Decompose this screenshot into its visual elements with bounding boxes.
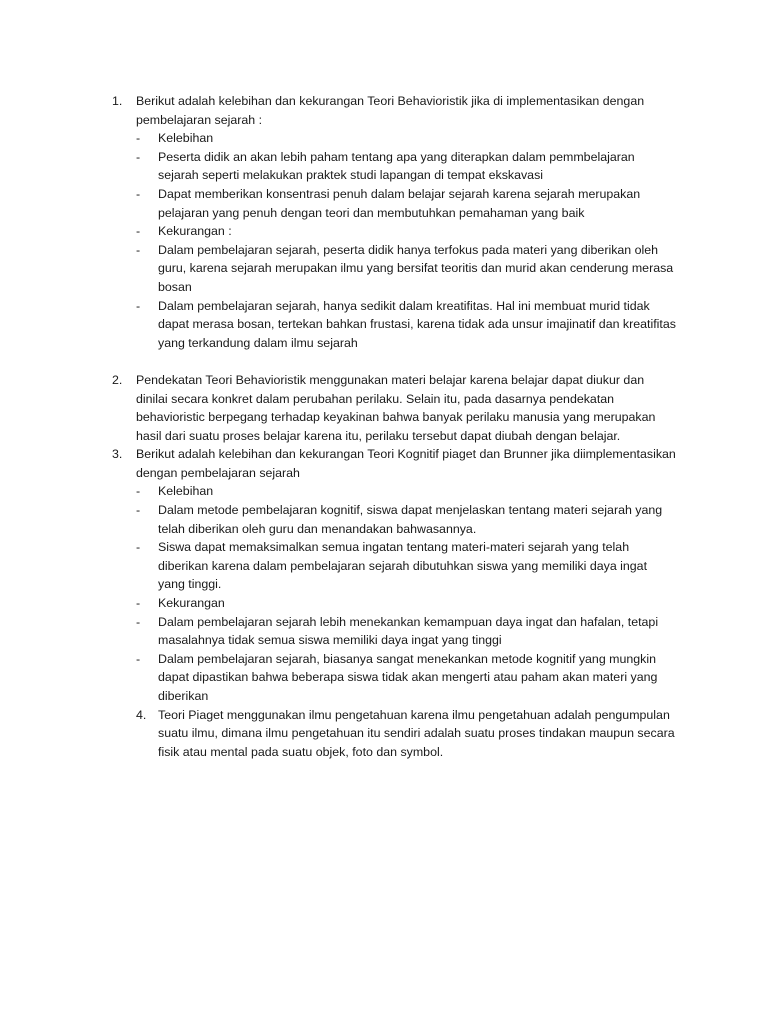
list-number: 4.	[136, 707, 147, 722]
dash-marker: -	[136, 651, 141, 666]
dash-marker: -	[136, 540, 141, 555]
sub-list	[136, 129, 676, 352]
sub-list-item	[136, 613, 676, 650]
sub-list-item	[136, 185, 676, 222]
list-item-4	[136, 706, 676, 762]
sub-list-item	[136, 538, 676, 594]
dash-marker: -	[136, 186, 141, 201]
list-item-text: Berikut adalah kelebihan dan kekurangan Teori Kognitif piaget dan Brunner jika diimplementasikan dengan pembelajaran sejarah	[136, 447, 676, 480]
sub-list-item	[136, 501, 676, 538]
sub-list-item-text: Kelebihan	[158, 131, 214, 146]
sub-list-item	[136, 482, 676, 501]
sub-list-item	[136, 297, 676, 353]
dash-marker: -	[136, 242, 141, 257]
list-item-text: Berikut adalah kelebihan dan kekurangan Teori Behavioristik jika di implementasikan dengan pembelajaran sejarah :	[136, 94, 645, 127]
sub-list-item-text: Peserta didik an akan lebih paham tentang apa yang diterapkan dalam pemmbelajaran sejarah seperti melakukan praktek studi lapangan di tempat ekskavasi	[158, 149, 635, 183]
dash-marker: -	[136, 503, 141, 518]
sub-list-item-text: Dalam metode pembelajaran kognitif, siswa dapat menjelaskan tentang materi sejarah yang telah diberikan oleh guru dan menandakan bahwasannya.	[158, 503, 663, 536]
document-body	[0, 92, 768, 761]
sub-list-item-text: Dalam pembelajaran sejarah, peserta didik hanya terfokus pada materi yang diberikan oleh guru, karena sejarah merupakan ilmu yang bersifat teoritis dan murid akan cenderung merasa bosan	[158, 242, 674, 294]
dash-marker: -	[136, 298, 141, 313]
dash-marker: -	[136, 484, 141, 499]
sub-list-item	[136, 148, 676, 185]
sub-list-item-text: Dalam pembelajaran sejarah lebih menekankan kemampuan daya ingat dan hafalan, tetapi masalahnya tidak semua siswa memiliki daya ingat yang tinggi	[158, 614, 659, 648]
dash-marker: -	[136, 224, 141, 239]
sub-list-item-text: Kekurangan	[158, 596, 225, 611]
list-number: 1.	[112, 94, 123, 108]
list-number: 3.	[112, 447, 123, 462]
sub-list-item-text: Kekurangan :	[158, 224, 232, 239]
sub-list-item-text: Kelebihan	[158, 484, 214, 499]
sub-list-item	[136, 222, 676, 241]
sub-list-item-text: Dapat memberikan konsentrasi penuh dalam belajar sejarah karena sejarah merupakan pelajaran yang penuh dengan teori dan membutuhkan pemahaman yang baik	[158, 186, 641, 220]
dash-marker: -	[136, 131, 141, 146]
list-item-3	[0, 445, 676, 761]
list-item-text: Teori Piaget menggunakan ilmu pengetahuan karena ilmu pengetahuan adalah pengumpulan suatu ilmu, dimana ilmu pengetahuan itu sendiri adalah suatu proses tindakan maupun secara fisik atau mental pada suatu objek, foto dan symbol.	[158, 707, 675, 759]
list-item-1	[0, 92, 676, 352]
list-number: 2.	[112, 372, 123, 387]
dash-marker: -	[136, 149, 141, 164]
list-item-2	[0, 371, 676, 445]
sub-list-item	[136, 650, 676, 706]
dash-marker: -	[136, 614, 141, 629]
sub-list-item-text: Dalam pembelajaran sejarah, biasanya sangat menekankan metode kognitif yang mungkin dapat dipastikan bahwa beberapa siswa tidak akan mengerti atau paham akan materi yang diberikan	[158, 651, 658, 703]
sub-list-item-text: Siswa dapat memaksimalkan semua ingatan tentang materi-materi sejarah yang telah diberikan karena dalam pembelajaran sejarah dibutuhkan siswa yang memiliki daya ingat yang tinggi.	[158, 540, 648, 592]
paragraph-spacer	[0, 352, 768, 371]
sub-list	[136, 482, 676, 761]
sub-list-item	[136, 241, 676, 297]
sub-list-item	[136, 129, 676, 148]
dash-marker: -	[136, 596, 141, 611]
sub-list-item	[136, 594, 676, 613]
sub-list-item-text: Dalam pembelajaran sejarah, hanya sedikit dalam kreatifitas. Hal ini membuat murid tidak dapat merasa bosan, tertekan bahkan frustasi, karena tidak ada unsur imajinatif dan kreatifitas yang terkandung dalam ilmu sejarah	[158, 298, 676, 350]
list-item-text: Pendekatan Teori Behavioristik menggunakan materi belajar karena belajar dapat diukur dan dinilai secara konkret dalam perubahan perilaku. Selain itu, pada dasarnya pendekatan behavioristic berpegang terhadap keyakinan bahwa banyak perilaku manusia yang merupakan hasil dari suatu proses belajar karena itu, perilaku tersebut dapat diubah dengan belajar.	[136, 372, 656, 443]
